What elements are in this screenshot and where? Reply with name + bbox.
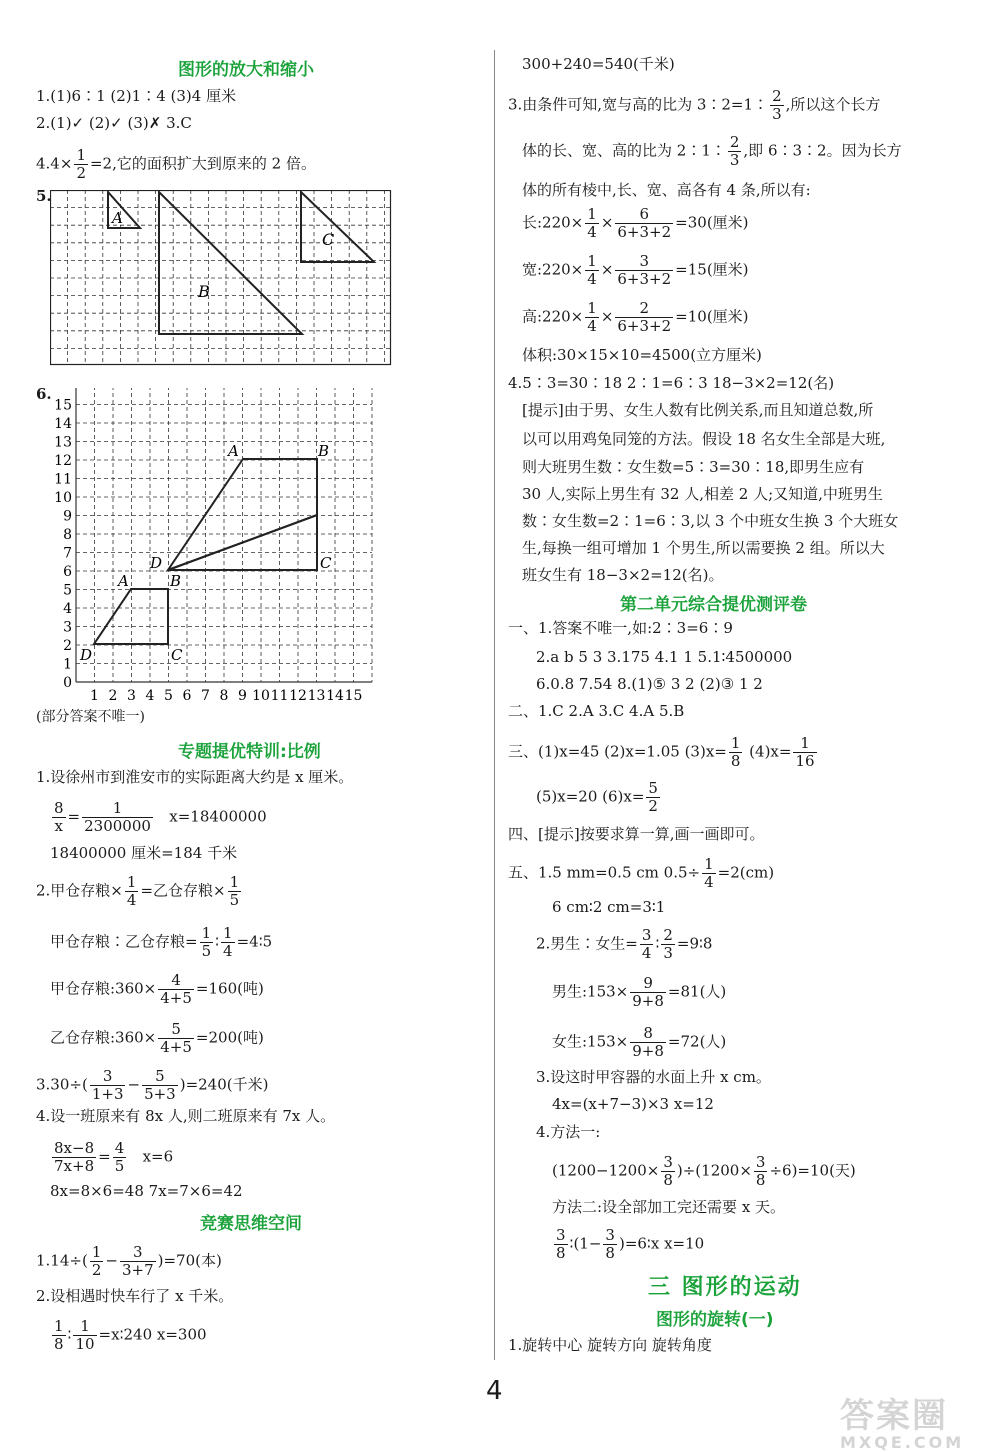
answer-line: 4.5∶3=30∶18 2∶1=6∶3 18−3×2=12(名) (508, 374, 835, 392)
answer-line: 一、1.答案不唯一,如:2∶3=6∶9 (508, 619, 733, 637)
x-tick-label: 4 (145, 688, 155, 703)
note: (部分答案不唯一) (36, 709, 145, 725)
answer-line: 以可以用鸡兔同笼的方法。假设 18 名女生全部是大班, (522, 430, 886, 448)
answer-line: 体的长、宽、高的比为 2∶1∶ $\frac{2}{3}$ ,即 6∶3∶2。因为长方 (522, 133, 902, 169)
y-tick-label: 8 (63, 527, 72, 543)
watermark-logo: 答案圈 MXQE.COM (840, 1396, 965, 1452)
answer-line: 长:220× $\frac{1}{4}$ × $\frac{6}{6+3+2}$ =30(厘米) (522, 205, 749, 241)
figure6-label-a2: A (118, 572, 129, 590)
x-tick-label: 11 (270, 688, 289, 703)
question-number: 6. (36, 385, 52, 403)
answer-line: 8x=8×6=48 7x=7×6=42 (50, 1182, 243, 1200)
y-tick-label: 5 (63, 582, 72, 599)
y-tick-label: 12 (54, 453, 72, 469)
page-number: 4 (486, 1376, 503, 1406)
x-tick-label: 6 (182, 688, 192, 703)
answer-line: 1.14÷( $\frac{1}{2}$ − $\frac{3}{3+7}$ )=70(本) (36, 1243, 222, 1279)
answer-line: 数∶女生数=2∶1=6∶3,以 3 个中班女生换 3 个大班女 (522, 512, 899, 530)
y-tick-label: 13 (54, 434, 72, 451)
answer-line: 4.设一班原来有 8x 人,则二班原来有 7x 人。 (36, 1107, 336, 1125)
answer-line: 乙仓存粮:360× $\frac{5}{4+5}$ =200(吨) (50, 1020, 264, 1056)
y-tick-label: 2 (63, 638, 72, 654)
answer-line: 方法二:设全部加工完还需要 x 天。 (552, 1198, 786, 1216)
answer-line: (5)x=20 (6)x= $\frac{5}{2}$ (536, 779, 658, 815)
figure6-label-c2: C (171, 646, 183, 664)
x-tick-label: 13 (307, 688, 326, 703)
answer-line: (1200−1200× $\frac{3}{8}$ )÷(1200× $\frac{3}{8}$ ÷6)=10(天) (552, 1153, 856, 1189)
section-title-ratio: 专题提优特训:比例 (178, 742, 321, 762)
answer-line: 1.(1)6∶1 (2)1∶4 (3)4 厘米 (36, 87, 237, 105)
answer-line: 3.设这时甲容器的水面上升 x cm。 (536, 1068, 771, 1086)
x-tick-label: 3 (127, 688, 136, 703)
x-tick-label: 9 (238, 688, 247, 703)
answer-line: 4.4× $\frac{1}{2}$ =2,它的面积扩大到原来的 2 倍。 (36, 146, 316, 182)
y-tick-label: 6 (63, 564, 72, 580)
x-tick-label: 2 (108, 688, 118, 703)
answer-line: $\frac{3}{8}$ ∶(1− $\frac{3}{8}$ )=6∶x x=10 (556, 1226, 705, 1262)
x-tick-label: 1 (90, 688, 99, 703)
answer-line: 则大班男生数∶女生数=5∶3=30∶18,即男生应有 (522, 458, 865, 476)
answer-line: 6 cm∶2 cm=3∶1 (552, 898, 666, 916)
answer-line: 30 人,实际上男生有 32 人,相差 2 人;又知道,中班男生 (522, 485, 883, 503)
figure6-label-a: A (228, 442, 239, 460)
answer-line: 2.(1)✓ (2)✓ (3)✗ 3.C (36, 114, 192, 132)
figure6-label-c: C (320, 554, 332, 572)
y-tick-label: 3 (63, 619, 72, 636)
figure-6-grid (50, 388, 400, 703)
answer-line: 4x=(x+7−3)×3 x=12 (552, 1095, 714, 1113)
answer-line: 生,每换一组可增加 1 个男生,所以需要换 2 组。所以大 (522, 539, 885, 557)
column-divider (494, 50, 495, 1360)
y-tick-label: 11 (54, 471, 72, 488)
answer-line: 2.a b 5 3 3.175 4.1 1 5.1∶4500000 (536, 648, 793, 666)
figure-label-b: B (198, 282, 210, 301)
question-number: 5. (36, 187, 52, 205)
answer-line: [提示]由于男、女生人数有比例关系,而且知道总数,所 (522, 401, 874, 419)
x-tick-label: 15 (344, 688, 363, 703)
answer-line: 二、1.C 2.A 3.C 4.A 5.B (508, 702, 685, 720)
section-title-unit-test: 第二单元综合提优测评卷 (620, 595, 807, 615)
answer-line: 3.30÷( $\frac{3}{1+3}$ − $\frac{5}{5+3}$ )=240(千米) (36, 1067, 269, 1103)
x-tick-label: 7 (201, 688, 210, 703)
x-tick-label: 14 (326, 688, 344, 703)
answer-line: 甲仓存粮∶乙仓存粮= $\frac{1}{5}$ ∶ $\frac{1}{4}$ =4∶5 (50, 924, 273, 960)
y-tick-label: 1 (63, 656, 72, 673)
y-tick-label: 15 (54, 397, 72, 414)
x-tick-label: 10 (252, 688, 270, 703)
figure6-label-d2: D (80, 646, 93, 664)
answer-line: 4.方法一: (536, 1123, 601, 1141)
answer-line: 高:220× $\frac{1}{4}$ × $\frac{2}{6+3+2}$ =10(厘米) (522, 299, 749, 335)
answer-line: 男生:153× $\frac{9}{9+8}$ =81(人) (552, 974, 727, 1010)
y-tick-label: 7 (63, 545, 72, 562)
answer-line: 2.甲仓存粮× $\frac{1}{4}$ =乙仓存粮× $\frac{1}{5}$ (36, 873, 240, 909)
answer-line: 3.由条件可知,宽与高的比为 3∶2=1∶ $\frac{2}{3}$ ,所以这个长方 (508, 87, 881, 123)
figure6-label-d: D (150, 554, 163, 572)
answer-line: $\frac{1}{8}$ ∶ $\frac{1}{10}$ =x∶240 x=300 (54, 1317, 207, 1353)
answer-line: 1.旋转中心 旋转方向 旋转角度 (508, 1336, 712, 1354)
answer-line: 6.0.8 7.54 8.(1)⑤ 3 2 (2)③ 1 2 (536, 675, 763, 693)
section-title-enlarge-shrink: 图形的放大和缩小 (178, 60, 314, 80)
chapter-title-motion: 三 图形的运动 (648, 1275, 802, 1300)
y-tick-label: 14 (54, 416, 72, 432)
answer-line: 三、(1)x=45 (2)x=1.05 (3)x= $\frac{1}{8}$ (4)x= $\frac{1}{16}$ (508, 734, 815, 770)
answer-line: 1.设徐州市到淮安市的实际距离大约是 x 厘米。 (36, 768, 354, 786)
answer-line: 体积:30×15×10=4500(立方厘米) (522, 346, 762, 364)
y-tick-label: 0 (63, 675, 72, 691)
answer-line: $\frac{8}{x}$ = $\frac{1}{2300000}$ x=18400000 (54, 799, 267, 835)
figure-5-grid (50, 190, 395, 375)
x-tick-label: 8 (219, 688, 229, 703)
answer-line: 18400000 厘米=184 千米 (50, 844, 238, 862)
y-tick-label: 4 (63, 601, 72, 617)
answer-line: 甲仓存粮:360× $\frac{4}{4+5}$ =160(吨) (50, 971, 264, 1007)
answer-line: 300+240=540(千米) (522, 55, 675, 73)
figure-label-c: C (322, 230, 335, 249)
section-title-rotation: 图形的旋转(一) (656, 1310, 774, 1330)
answer-line: 四、[提示]按要求算一算,画一画即可。 (508, 825, 765, 843)
x-tick-label: 5 (164, 688, 173, 703)
answer-line: 2.设相遇时快车行了 x 千米。 (36, 1287, 234, 1305)
answer-line: 2.男生∶女生= $\frac{3}{4}$ ∶ $\frac{2}{3}$ =9∶8 (536, 926, 713, 962)
answer-line: 五、1.5 mm=0.5 cm 0.5÷ $\frac{1}{4}$ =2(cm) (508, 855, 775, 891)
x-tick-label: 12 (289, 688, 307, 703)
y-tick-label: 10 (54, 490, 72, 506)
y-tick-label: 9 (63, 508, 72, 525)
figure6-label-b2: B (170, 572, 182, 590)
answer-line: 宽:220× $\frac{1}{4}$ × $\frac{3}{6+3+2}$ =15(厘米) (522, 252, 749, 288)
answer-line: 女生:153× $\frac{8}{9+8}$ =72(人) (552, 1024, 727, 1060)
figure-label-a: A (112, 209, 123, 227)
answer-line: 体的所有棱中,长、宽、高各有 4 条,所以有: (522, 181, 811, 199)
section-title-competition: 竞赛思维空间 (200, 1214, 302, 1234)
answer-line: 班女生有 18−3×2=12(名)。 (522, 566, 724, 584)
figure6-label-b: B (318, 442, 330, 460)
answer-line: $\frac{8x-8}{7x+8}$ = $\frac{4}{5}$ x=6 (54, 1139, 174, 1175)
